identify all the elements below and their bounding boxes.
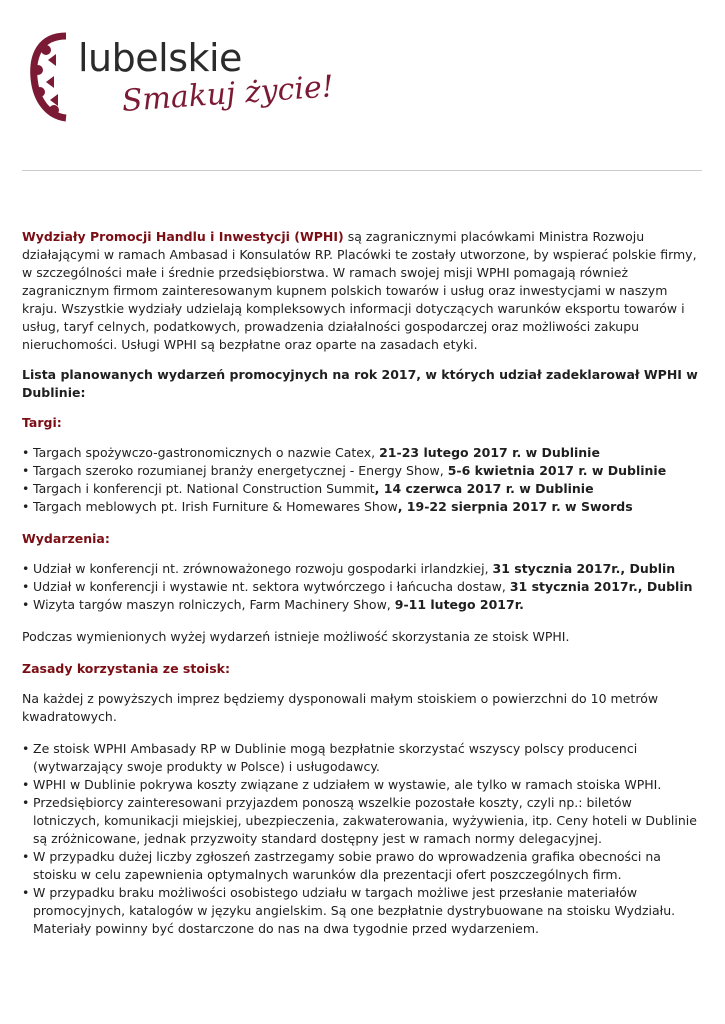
logo-name: lubelskie <box>78 36 242 80</box>
rules-heading: Zasady korzystania ze stoisk: <box>22 661 230 676</box>
list-item: • Targach i konferencji pt. National Construction Summit, 14 czerwca 2017 r. w Dublinie <box>22 480 702 498</box>
intro-text: są zagranicznymi placówkami Ministra Rozwoju działającymi w ramach Ambasad i Konsulatów RP. Placówki te zostały utworzone, by wspierać polskie firmy, w szczególności małe i średnie przedsiębiorstwa. W ramach swojej misji WPHI pomagają również zagranicznym firmom zainteresowanym kupnem polskich towarów i usług oraz inwestycjami w naszym kraju. Wszystkie wydziały udzielają kompleksowych informacji dotyczących warunków eksportu towarów i usług, taryf celnych, podatkowych, prowadzenia działalności gospodarczej oraz możliwości zakupu nieruchomości. Usługi WPHI są bezpłatne oraz oparte na zasadach etyki. <box>22 229 697 352</box>
events-list <box>22 560 702 614</box>
wphi-highlight: Wydziały Promocji Handlu i Inwestycji (WPHI) <box>22 229 344 244</box>
events-heading: Wydarzenia: <box>22 531 110 546</box>
events-list-title: Lista planowanych wydarzeń promocyjnych na rok 2017, w których udział zadeklarował WPHI w Dublinie: <box>22 367 698 400</box>
list-item: • Targach szeroko rozumianej branży energetycznej - Energy Show, 5-6 kwietnia 2017 r. w Dublinie <box>22 462 702 480</box>
list-item: • Udział w konferencji i wystawie nt. sektora wytwórczego i łańcucha dostaw, 31 stycznia 2017r., Dublin <box>22 578 702 596</box>
list-item: • Ze stoisk WPHI Ambasady RP w Dublinie mogą bezpłatnie skorzystać wszyscy polscy producenci (wytwarzający swoje produkty w Polsce) i usługodawcy. <box>22 740 702 776</box>
list-item: • Wizyta targów maszyn rolniczych, Farm Machinery Show, 9-11 lutego 2017r. <box>22 596 702 614</box>
lubelskie-logo <box>26 28 335 138</box>
document-body <box>22 228 702 952</box>
list-item: • WPHI w Dublinie pokrywa koszty związane z udziałem w wystawie, ale tylko w ramach stoiska WPHI. <box>22 776 702 794</box>
rules-intro: Na każdej z powyższych imprez będziemy dysponowali małym stoiskiem o powierzchni do 10 metrów kwadratowych. <box>22 691 659 724</box>
events-note: Podczas wymienionych wyżej wydarzeń istnieje możliwość skorzystania ze stoisk WPHI. <box>22 629 570 644</box>
list-item: • W przypadku braku możliwości osobistego udziału w targach możliwe jest przesłanie materiałów promocyjnych, katalogów w języku angielskim. Są one bezpłatnie dystrybuowane na stoisku Wydziału. Materiały powinny być dostarczone do nas na dwa tygodnie przed wydarzeniem. <box>22 884 702 938</box>
list-item: • Targach meblowych pt. Irish Furniture & Homewares Show, 19-22 sierpnia 2017 r. w Swords <box>22 498 702 516</box>
list-item: • W przypadku dużej liczby zgłoszeń zastrzegamy sobie prawo do wprowadzenia grafika obecności na stoisku w celu zapewnienia optymalnych warunków dla prezentacji ofert poszczególnych firm. <box>22 848 702 884</box>
rules-list <box>22 740 702 938</box>
intro-paragraph <box>22 228 702 354</box>
header-divider <box>22 170 702 171</box>
list-item: • Przedsiębiorcy zainteresowani przyjazdem ponoszą wszelkie pozostałe koszty, czyli np.: biletów lotniczych, komunikacji miejskiej, ubezpieczenia, zakwaterowania, wyżywienia, itp. Ceny hoteli w Dublinie są zróżnicowane, jednak przyzwoity standard dostępny jest w ramach normy delegacyjnej. <box>22 794 702 848</box>
fairs-heading: Targi: <box>22 415 62 430</box>
list-item: • Targach spożywczo-gastronomicznych o nazwie Catex, 21-23 lutego 2017 r. w Dublinie <box>22 444 702 462</box>
list-item: • Udział w konferencji nt. zrównoważonego rozwoju gospodarki irlandzkiej, 31 stycznia 2017r., Dublin <box>22 560 702 578</box>
logo-tagline: Smakuj życie! <box>120 69 335 119</box>
fairs-list <box>22 444 702 516</box>
